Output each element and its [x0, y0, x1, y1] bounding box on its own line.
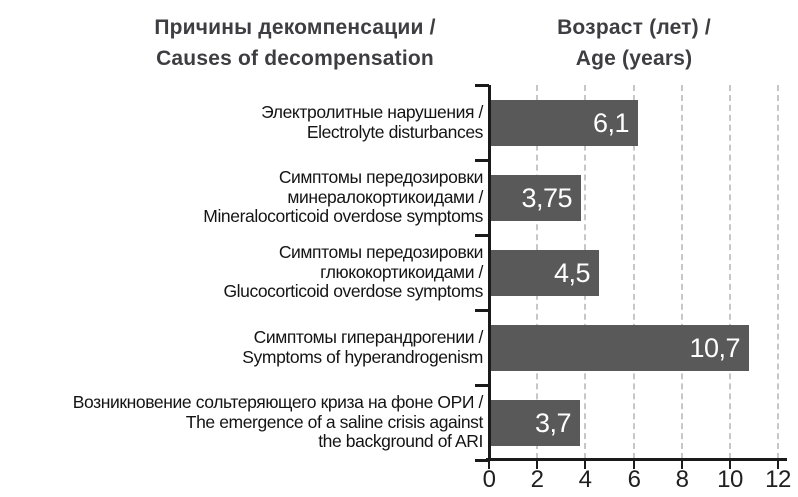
category-label-line: Glucocorticoid overdose symptoms [223, 281, 483, 302]
category-label-line: Электролитные нарушения / [261, 102, 483, 122]
bar-value-label: 3,7 [534, 407, 571, 438]
bar-value-label: 6,1 [592, 107, 629, 138]
bar-value-label: 10,7 [689, 332, 740, 363]
value-axis-title [489, 12, 779, 74]
category-label [0, 160, 483, 235]
category-label-line: Symptoms of hyperandrogenism [242, 346, 483, 367]
chart-rows [0, 85, 798, 460]
x-axis-tick-label: 2 [530, 466, 544, 493]
category-label [0, 85, 483, 160]
x-axis-tick-label: 8 [675, 466, 689, 493]
bar [491, 250, 599, 296]
value-axis-title-line1: Возраст (лет) / [557, 16, 711, 39]
bar [491, 100, 638, 146]
chart-row [0, 235, 798, 310]
x-axis-tick-label: 0 [482, 466, 496, 493]
bar [491, 175, 581, 221]
category-label-line: Electrolyte disturbances [306, 121, 483, 142]
bar-value-label: 4,5 [553, 257, 590, 288]
y-axis-tick [475, 159, 489, 162]
chart-row [0, 385, 798, 460]
category-label-line: Mineralocorticoid overdose symptoms [203, 206, 483, 227]
category-label-line: минералокортикоидами / [287, 186, 483, 207]
category-label-line: Возникновение сольтеряющего криза на фоне ОРИ / [72, 392, 483, 413]
category-label-line: глюкокортикоидами / [320, 261, 483, 282]
category-label-line: Симптомы гиперандрогении / [253, 327, 483, 347]
y-axis-tick [475, 384, 489, 387]
x-axis-tick-label: 4 [578, 466, 592, 493]
category-label-line: Симптомы передозировки [278, 242, 483, 263]
y-axis-tick [475, 459, 489, 462]
x-axis-tick-label: 12 [765, 466, 791, 493]
category-axis-title [60, 12, 530, 74]
y-axis-tick [475, 309, 489, 312]
category-label-line: the background of ARI [318, 431, 483, 452]
category-axis-title-line2: Causes of decompensation [156, 47, 434, 70]
chart-row [0, 85, 798, 160]
category-label-line: The emergence of a saline crisis against [185, 411, 483, 432]
x-axis-tick-label: 6 [627, 466, 641, 493]
chart-row [0, 160, 798, 235]
chart-row [0, 310, 798, 385]
bar [491, 325, 749, 371]
category-label-line: Симптомы передозировки [278, 167, 483, 188]
category-label [0, 310, 483, 385]
bar-value-label: 3,75 [521, 182, 572, 213]
y-axis-tick [475, 234, 489, 237]
value-axis-title-line2: Age (years) [575, 47, 693, 70]
category-label [0, 235, 483, 310]
bar [491, 400, 580, 446]
category-label [0, 385, 483, 460]
y-axis-tick [475, 84, 489, 87]
x-axis-tick-label: 10 [717, 466, 743, 493]
category-axis-title-line1: Причины декомпенсации / [154, 16, 436, 39]
